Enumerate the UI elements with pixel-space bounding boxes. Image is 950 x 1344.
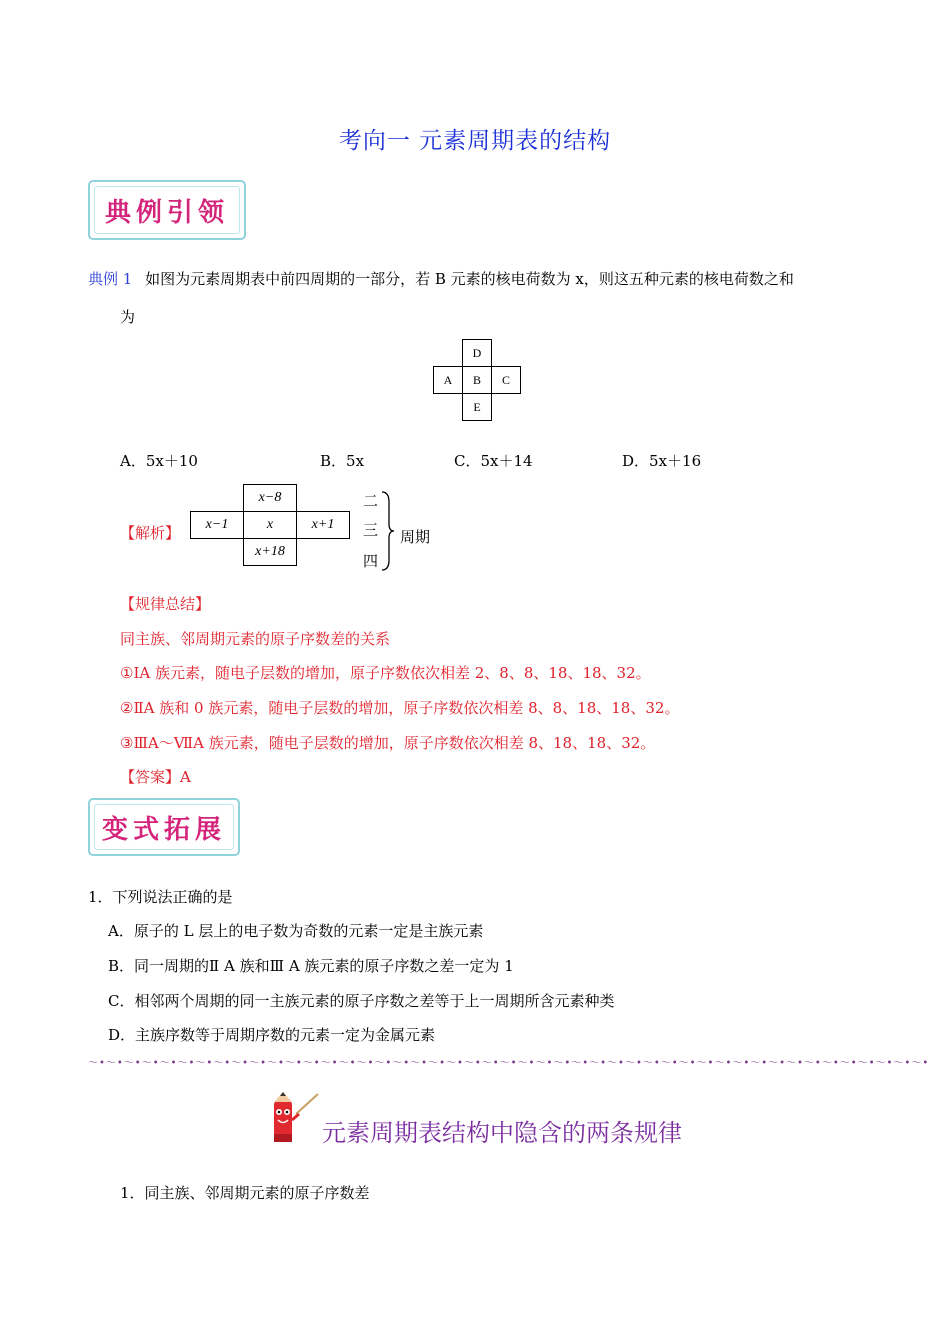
brace-icon bbox=[380, 490, 396, 572]
badge-label: 变式拓展 bbox=[94, 804, 234, 850]
summary-item-3: ③ⅢA～ⅦA 族元素，随电子层数的增加，原子序数依次相差 8、18、18、32。 bbox=[120, 734, 656, 752]
period-3: 三 bbox=[363, 521, 379, 539]
cell-c: C bbox=[492, 367, 521, 394]
exercise-question: 1．下列说法正确的是 bbox=[88, 888, 233, 906]
page-title: 考向一 元素周期表的结构 bbox=[338, 128, 612, 154]
cell-bottom: x+18 bbox=[244, 539, 297, 566]
cell-top: x−8 bbox=[244, 485, 297, 512]
option-a: A．5x＋10 bbox=[120, 452, 198, 470]
example-question bbox=[88, 268, 878, 290]
option-b: B．5x bbox=[320, 452, 365, 470]
exercise-option-b: B．同一周期的Ⅱ A 族和Ⅲ A 族元素的原子序数之差一定为 1 bbox=[108, 957, 514, 975]
example-label: 典例 1 bbox=[88, 270, 133, 288]
badge-label: 典例引领 bbox=[94, 186, 240, 234]
summary-item-2: ②ⅡA 族和 0 族元素，随电子层数的增加，原子序数依次相差 8、8、18、18、32。 bbox=[120, 699, 680, 717]
dotted-divider: ～•～•～•～•～•～•～•～•～•～•～•～•～•～•～•～•～•～•～•～•～•～•～•～•～•～•～•～•～•～•～•～•～•～•～•～•～•～•～•～•～•～•～•～•～•～•～• bbox=[88, 1058, 930, 1069]
rule-item-1: 1．同主族、邻周期元素的原子序数差 bbox=[120, 1184, 370, 1202]
rule-title: 元素周期表结构中隐含的两条规律 bbox=[322, 1119, 682, 1147]
period-2: 二 bbox=[363, 492, 379, 510]
exercise-option-c: C．相邻两个周期的同一主族元素的原子序数之差等于上一周期所含元素种类 bbox=[108, 992, 615, 1010]
cell-right: x+1 bbox=[297, 512, 350, 539]
period-label: 周期 bbox=[400, 528, 431, 546]
option-d: D．5x＋16 bbox=[622, 452, 702, 470]
answer-value: A bbox=[180, 768, 191, 786]
cell-b: B bbox=[463, 367, 492, 394]
analysis-grid bbox=[190, 484, 350, 566]
pencil-mascot-icon bbox=[266, 1090, 322, 1148]
summary-item-1: ①ⅠA 族元素，随电子层数的增加，原子序数依次相差 2、8、8、18、18、32。 bbox=[120, 664, 651, 682]
periodic-fragment-grid bbox=[433, 339, 521, 421]
cell-left: x−1 bbox=[191, 512, 244, 539]
cell-e: E bbox=[463, 394, 492, 421]
analysis-label: 【解析】 bbox=[120, 524, 181, 542]
example-text: 如图为元素周期表中前四周期的一部分，若 B 元素的核电荷数为 x，则这五种元素的核电荷数之和 bbox=[145, 270, 794, 288]
period-4: 四 bbox=[363, 552, 379, 570]
cell-d: D bbox=[463, 340, 492, 367]
exercise-option-a: A．原子的 L 层上的电子数为奇数的元素一定是主族元素 bbox=[108, 922, 484, 940]
summary-label: 【规律总结】 bbox=[120, 595, 211, 613]
exercise-option-d: D．主族序数等于周期序数的元素一定为金属元素 bbox=[108, 1026, 436, 1044]
summary-heading: 同主族、邻周期元素的原子序数差的关系 bbox=[120, 630, 391, 648]
cell-center: x bbox=[244, 512, 297, 539]
section-badge-variants bbox=[88, 798, 240, 856]
example-text-cont: 为 bbox=[120, 308, 136, 326]
answer-line bbox=[120, 766, 191, 788]
cell-a: A bbox=[434, 367, 463, 394]
option-c: C．5x＋14 bbox=[454, 452, 533, 470]
section-badge-examples bbox=[88, 180, 246, 240]
answer-label: 【答案】 bbox=[120, 768, 181, 786]
